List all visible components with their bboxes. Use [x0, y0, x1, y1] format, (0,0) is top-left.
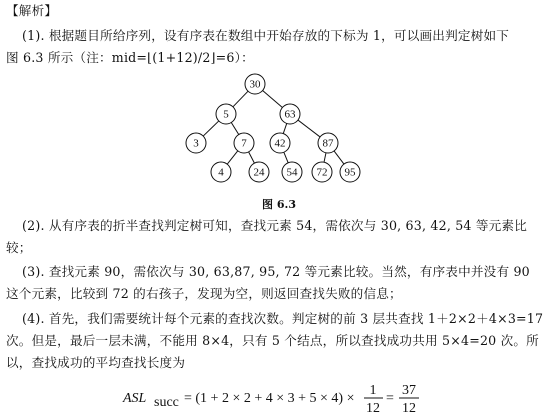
tree-node-label: 4 — [218, 166, 224, 179]
fraction-2-numerator: 37 — [402, 383, 416, 398]
solution-heading: 【解析】 — [6, 3, 58, 18]
tree-node-label: 24 — [253, 166, 265, 179]
formula-expression: = (1 + 2 × 2 + 4 × 3 + 5 × 4) × — [184, 391, 355, 406]
tree-node-label: 63 — [284, 108, 296, 121]
fraction-1-denominator: 12 — [366, 401, 380, 415]
tree-node-label: 3 — [193, 137, 199, 150]
tree-node-label: 54 — [286, 166, 298, 179]
fraction-1-numerator: 1 — [369, 383, 377, 398]
formula-equals: = — [386, 391, 394, 406]
tree-node-label: 30 — [249, 78, 261, 91]
tree-node-label: 42 — [274, 137, 286, 150]
paragraph-3-line-2: 这个元素，比较到 72 的右孩子，发现为空，则返回查找失败的信息； — [6, 286, 402, 301]
tree-node-label: 87 — [322, 137, 334, 150]
formula-lhs: ASL — [123, 391, 147, 406]
paragraph-2-line-1: (2). 从有序表的折半查找判定树可知，查找元素 54，需依次与 30, 63, 42, 54 等元素比 — [22, 218, 528, 233]
paragraph-2-line-2: 较； — [6, 240, 32, 255]
tree-node-label: 95 — [344, 166, 356, 179]
paragraph-1-line-1: (1). 根据题目所给序列，设有序表在数组中开始存放的下标为 1，可以画出判定树如下 — [22, 28, 510, 43]
paragraph-1-line-2: 图 6.3 所示（注：mid=⌊(1+12)/2⌋=6）： — [6, 50, 254, 65]
paragraph-4-line-3: 以，查找成功的平均查找长度为 — [6, 355, 186, 370]
formula-subscript: succ — [154, 395, 179, 410]
fraction-2-denominator: 12 — [402, 401, 416, 415]
paragraph-3-line-1: (3). 查找元素 90，需依次与 30, 63,87, 95, 72 等元素比较。当然，有序表中并没有 90 — [22, 264, 530, 279]
paragraph-4-line-2: 次。但是，最后一层未满，不能用 8×4，只有 5 个结点，所以查找成功共用 5×4=20 次。所 — [6, 333, 539, 348]
tree-node-label: 5 — [223, 108, 229, 121]
figure-caption: 图 6.3 — [262, 198, 296, 211]
paragraph-4-line-1: (4). 首先，我们需要统计每个元素的查找次数。判定树的前 3 层共查找 1＋2×2＋4×3=17 — [22, 311, 544, 326]
tree-node-label: 7 — [241, 137, 247, 150]
tree-node-label: 72 — [316, 166, 328, 179]
